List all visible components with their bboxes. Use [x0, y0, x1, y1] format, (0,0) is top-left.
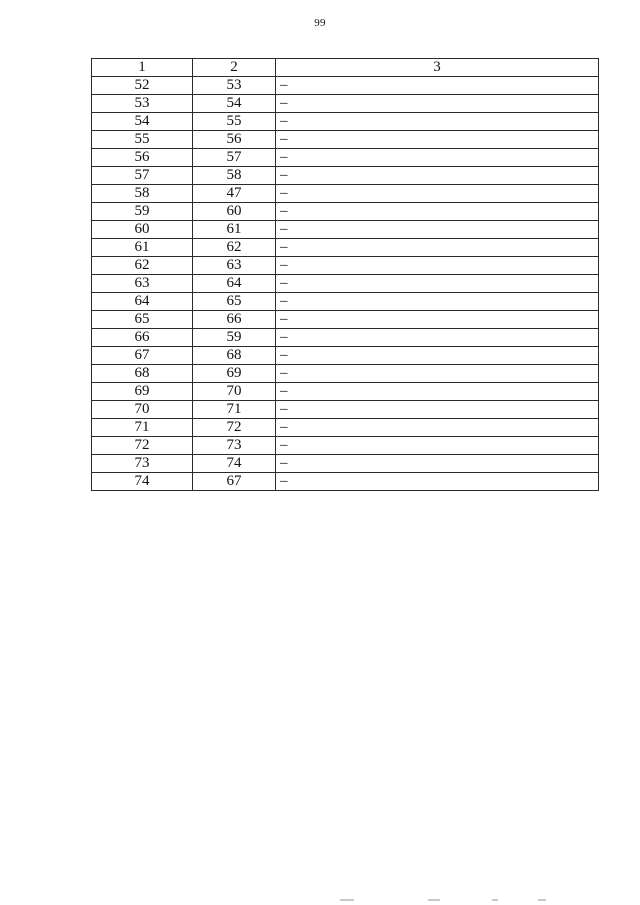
column-header-3: 3	[276, 59, 599, 77]
table-cell-col-2: 71	[193, 401, 276, 419]
table-cell-col-1: 74	[92, 473, 193, 491]
table-cell-col-3: –	[276, 257, 599, 275]
table-row	[92, 203, 599, 221]
table-cell-col-1: 61	[92, 239, 193, 257]
table-body	[92, 77, 599, 491]
table-row	[92, 329, 599, 347]
table-cell-col-1: 70	[92, 401, 193, 419]
table-cell-col-3: –	[276, 275, 599, 293]
table-row	[92, 257, 599, 275]
table-row	[92, 419, 599, 437]
table-row	[92, 239, 599, 257]
table-row	[92, 383, 599, 401]
table-cell-col-2: 62	[193, 239, 276, 257]
table-cell-col-3: –	[276, 131, 599, 149]
table-cell-col-2: 69	[193, 365, 276, 383]
table-cell-col-2: 56	[193, 131, 276, 149]
table-cell-col-3: –	[276, 419, 599, 437]
table-cell-col-1: 63	[92, 275, 193, 293]
table-cell-col-3: –	[276, 347, 599, 365]
table-cell-col-2: 70	[193, 383, 276, 401]
table-cell-col-2: 58	[193, 167, 276, 185]
table-cell-col-2: 61	[193, 221, 276, 239]
table-cell-col-3: –	[276, 239, 599, 257]
table-row	[92, 401, 599, 419]
table-row	[92, 311, 599, 329]
table-cell-col-1: 52	[92, 77, 193, 95]
table-cell-col-1: 62	[92, 257, 193, 275]
table-cell-col-3: –	[276, 437, 599, 455]
table-cell-col-3: –	[276, 149, 599, 167]
table-cell-col-3: –	[276, 221, 599, 239]
table-cell-col-2: 63	[193, 257, 276, 275]
table-cell-col-2: 55	[193, 113, 276, 131]
table-row	[92, 455, 599, 473]
table-cell-col-1: 54	[92, 113, 193, 131]
table-cell-col-1: 73	[92, 455, 193, 473]
table-cell-col-1: 59	[92, 203, 193, 221]
table-cell-col-1: 65	[92, 311, 193, 329]
table-cell-col-3: –	[276, 113, 599, 131]
table-cell-col-3: –	[276, 455, 599, 473]
table-cell-col-2: 54	[193, 95, 276, 113]
table-cell-col-3: –	[276, 203, 599, 221]
table-cell-col-3: –	[276, 329, 599, 347]
data-table	[91, 58, 599, 491]
table-cell-col-1: 64	[92, 293, 193, 311]
table-row	[92, 293, 599, 311]
table-cell-col-2: 60	[193, 203, 276, 221]
column-header-2: 2	[193, 59, 276, 77]
table-cell-col-1: 66	[92, 329, 193, 347]
table-cell-col-1: 60	[92, 221, 193, 239]
table-row	[92, 113, 599, 131]
table-cell-col-1: 55	[92, 131, 193, 149]
table-row	[92, 95, 599, 113]
table-cell-col-2: 66	[193, 311, 276, 329]
table-cell-col-3: –	[276, 167, 599, 185]
table-cell-col-1: 58	[92, 185, 193, 203]
table-cell-col-3: –	[276, 293, 599, 311]
table-cell-col-2: 65	[193, 293, 276, 311]
table-row	[92, 275, 599, 293]
table-cell-col-1: 57	[92, 167, 193, 185]
table-cell-col-1: 68	[92, 365, 193, 383]
table-cell-col-2: 67	[193, 473, 276, 491]
table-cell-col-1: 69	[92, 383, 193, 401]
page-number: 99	[314, 17, 326, 29]
table-cell-col-3: –	[276, 473, 599, 491]
table-cell-col-2: 73	[193, 437, 276, 455]
table-cell-col-1: 53	[92, 95, 193, 113]
table-cell-col-2: 68	[193, 347, 276, 365]
column-header-1: 1	[92, 59, 193, 77]
table-cell-col-2: 57	[193, 149, 276, 167]
table-cell-col-2: 74	[193, 455, 276, 473]
footer-scan-marks	[330, 899, 560, 905]
table-cell-col-3: –	[276, 383, 599, 401]
table-row	[92, 347, 599, 365]
table-row	[92, 149, 599, 167]
table-cell-col-1: 72	[92, 437, 193, 455]
table-row	[92, 365, 599, 383]
table-row	[92, 185, 599, 203]
table-cell-col-2: 64	[193, 275, 276, 293]
table-cell-col-2: 53	[193, 77, 276, 95]
table-row	[92, 131, 599, 149]
table-header-row	[92, 59, 599, 77]
table-cell-col-3: –	[276, 311, 599, 329]
table-row	[92, 473, 599, 491]
table-cell-col-3: –	[276, 365, 599, 383]
table-row	[92, 77, 599, 95]
table-cell-col-3: –	[276, 77, 599, 95]
table-cell-col-3: –	[276, 185, 599, 203]
table-cell-col-1: 67	[92, 347, 193, 365]
table-cell-col-2: 47	[193, 185, 276, 203]
table-row	[92, 437, 599, 455]
table-cell-col-1: 71	[92, 419, 193, 437]
table-cell-col-1: 56	[92, 149, 193, 167]
table-row	[92, 221, 599, 239]
table-cell-col-2: 72	[193, 419, 276, 437]
table-cell-col-3: –	[276, 95, 599, 113]
table-cell-col-2: 59	[193, 329, 276, 347]
table-cell-col-3: –	[276, 401, 599, 419]
table-row	[92, 167, 599, 185]
